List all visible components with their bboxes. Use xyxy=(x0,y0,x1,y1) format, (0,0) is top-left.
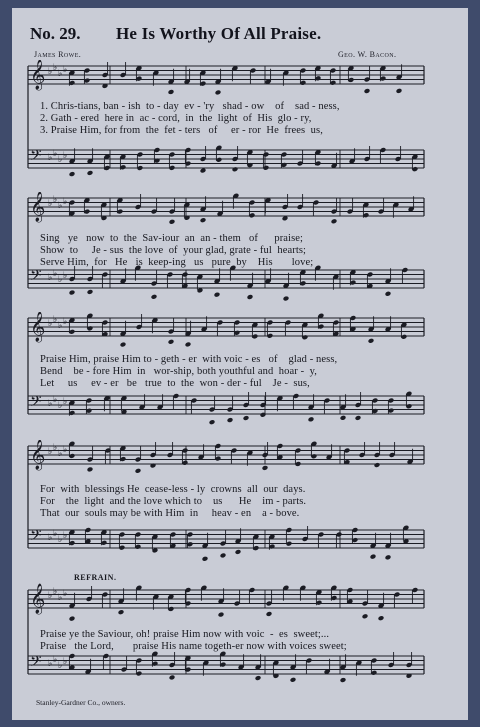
hymn-title: He Is Worthy Of All Praise. xyxy=(116,24,322,43)
svg-text:♭: ♭ xyxy=(63,397,68,407)
refrain-label: REFRAIN. xyxy=(74,573,117,582)
svg-text:♭: ♭ xyxy=(58,321,63,331)
svg-text:♭: ♭ xyxy=(48,659,53,669)
lyric-line: Serve Him, for He is keep-ing us pure by His love; xyxy=(40,257,314,268)
svg-text:♭: ♭ xyxy=(58,201,63,211)
svg-text:♭: ♭ xyxy=(53,443,58,453)
composer-credit: Geo. W. Bacon. xyxy=(338,50,397,59)
lyric-line: For the light and the love which to us He im - parts. xyxy=(40,496,307,507)
lyric-line: Sing ye now to the Sav-iour an an - them of praise; xyxy=(40,233,304,244)
svg-text:♭: ♭ xyxy=(53,529,58,539)
svg-text:♭: ♭ xyxy=(48,591,53,601)
music-system-1 xyxy=(20,60,425,188)
svg-text:♭: ♭ xyxy=(48,153,53,163)
svg-text:♭: ♭ xyxy=(53,269,58,279)
svg-text:𝄞: 𝄞 xyxy=(30,192,46,222)
svg-text:♭: ♭ xyxy=(63,65,68,75)
svg-text:♭: ♭ xyxy=(58,155,63,165)
svg-text:♭: ♭ xyxy=(58,535,63,545)
svg-text:♭: ♭ xyxy=(48,273,53,283)
svg-text:♭: ♭ xyxy=(58,593,63,603)
svg-text:♭: ♭ xyxy=(63,197,68,207)
svg-text:♭: ♭ xyxy=(48,319,53,329)
svg-text:♭: ♭ xyxy=(63,271,68,281)
lyric-line: 2. Gath - ered here in ac - cord, in the light of His glo - ry, xyxy=(40,113,312,124)
lyric-line: That our souls may be with Him in heav - en a - bove. xyxy=(40,508,300,519)
lyric-line: Let us ev - er be true to the won - der - ful Je - sus, xyxy=(40,378,310,389)
svg-text:♭: ♭ xyxy=(63,657,68,667)
svg-text:♭: ♭ xyxy=(63,589,68,599)
svg-text:♭: ♭ xyxy=(63,151,68,161)
svg-text:♭: ♭ xyxy=(48,199,53,209)
svg-text:♭: ♭ xyxy=(53,149,58,159)
svg-text:♭: ♭ xyxy=(63,531,68,541)
lyric-line: Praise Him, praise Him to - geth - er with voic - es of glad - ness, xyxy=(40,354,338,365)
svg-text:♭: ♭ xyxy=(48,447,53,457)
svg-text:♭: ♭ xyxy=(58,401,63,411)
lyricist-credit: James Rowe. xyxy=(34,50,82,59)
svg-text:♭: ♭ xyxy=(58,275,63,285)
lyric-line: For with blessings He cease-less - ly crowns all our days. xyxy=(40,484,306,495)
svg-text:♭: ♭ xyxy=(53,195,58,205)
svg-text:𝄢: 𝄢 xyxy=(30,267,42,288)
hymn-number: No. 29. xyxy=(30,24,81,43)
svg-text:♭: ♭ xyxy=(48,67,53,77)
svg-text:𝄞: 𝄞 xyxy=(30,584,46,614)
svg-text:𝄢: 𝄢 xyxy=(30,653,42,674)
lyric-line: 1. Chris-tians, ban - ish to - day ev - 'ry shad - ow of sad - ness, xyxy=(40,101,340,112)
svg-text:♭: ♭ xyxy=(53,587,58,597)
copyright-footer: Stanley-Gardner Co., owners. xyxy=(36,698,126,707)
svg-text:♭: ♭ xyxy=(58,69,63,79)
lyric-line: Praise the Lord, praise His name togeth-er now with voices sweet; xyxy=(40,641,347,652)
svg-text:𝄢: 𝄢 xyxy=(30,527,42,548)
lyric-line: Bend be - fore Him in wor-ship, both youthful and hoar - y, xyxy=(40,366,318,377)
lyric-line: 3. Praise Him, for from the fet - ters of er - ror He frees us, xyxy=(40,125,323,136)
svg-text:𝄞: 𝄞 xyxy=(30,312,46,342)
svg-text:♭: ♭ xyxy=(53,395,58,405)
svg-text:♭: ♭ xyxy=(53,315,58,325)
svg-text:♭: ♭ xyxy=(58,661,63,671)
lyric-line: Show to Je - sus the love of your glad, grate - ful hearts; xyxy=(40,245,307,256)
svg-text:♭: ♭ xyxy=(53,655,58,665)
lyric-line: Praise ye the Saviour, oh! praise Him now with voic - es sweet;... xyxy=(40,629,330,640)
svg-text:♭: ♭ xyxy=(53,63,58,73)
svg-text:♭: ♭ xyxy=(58,449,63,459)
staff-notation-1 xyxy=(20,60,425,188)
svg-text:♭: ♭ xyxy=(48,399,53,409)
svg-text:𝄞: 𝄞 xyxy=(30,60,46,90)
svg-text:♭: ♭ xyxy=(63,445,68,455)
svg-text:♭: ♭ xyxy=(63,317,68,327)
svg-text:𝄢: 𝄢 xyxy=(30,147,42,168)
svg-text:♭: ♭ xyxy=(48,533,53,543)
svg-text:𝄢: 𝄢 xyxy=(30,393,42,414)
svg-text:𝄞: 𝄞 xyxy=(30,440,46,470)
